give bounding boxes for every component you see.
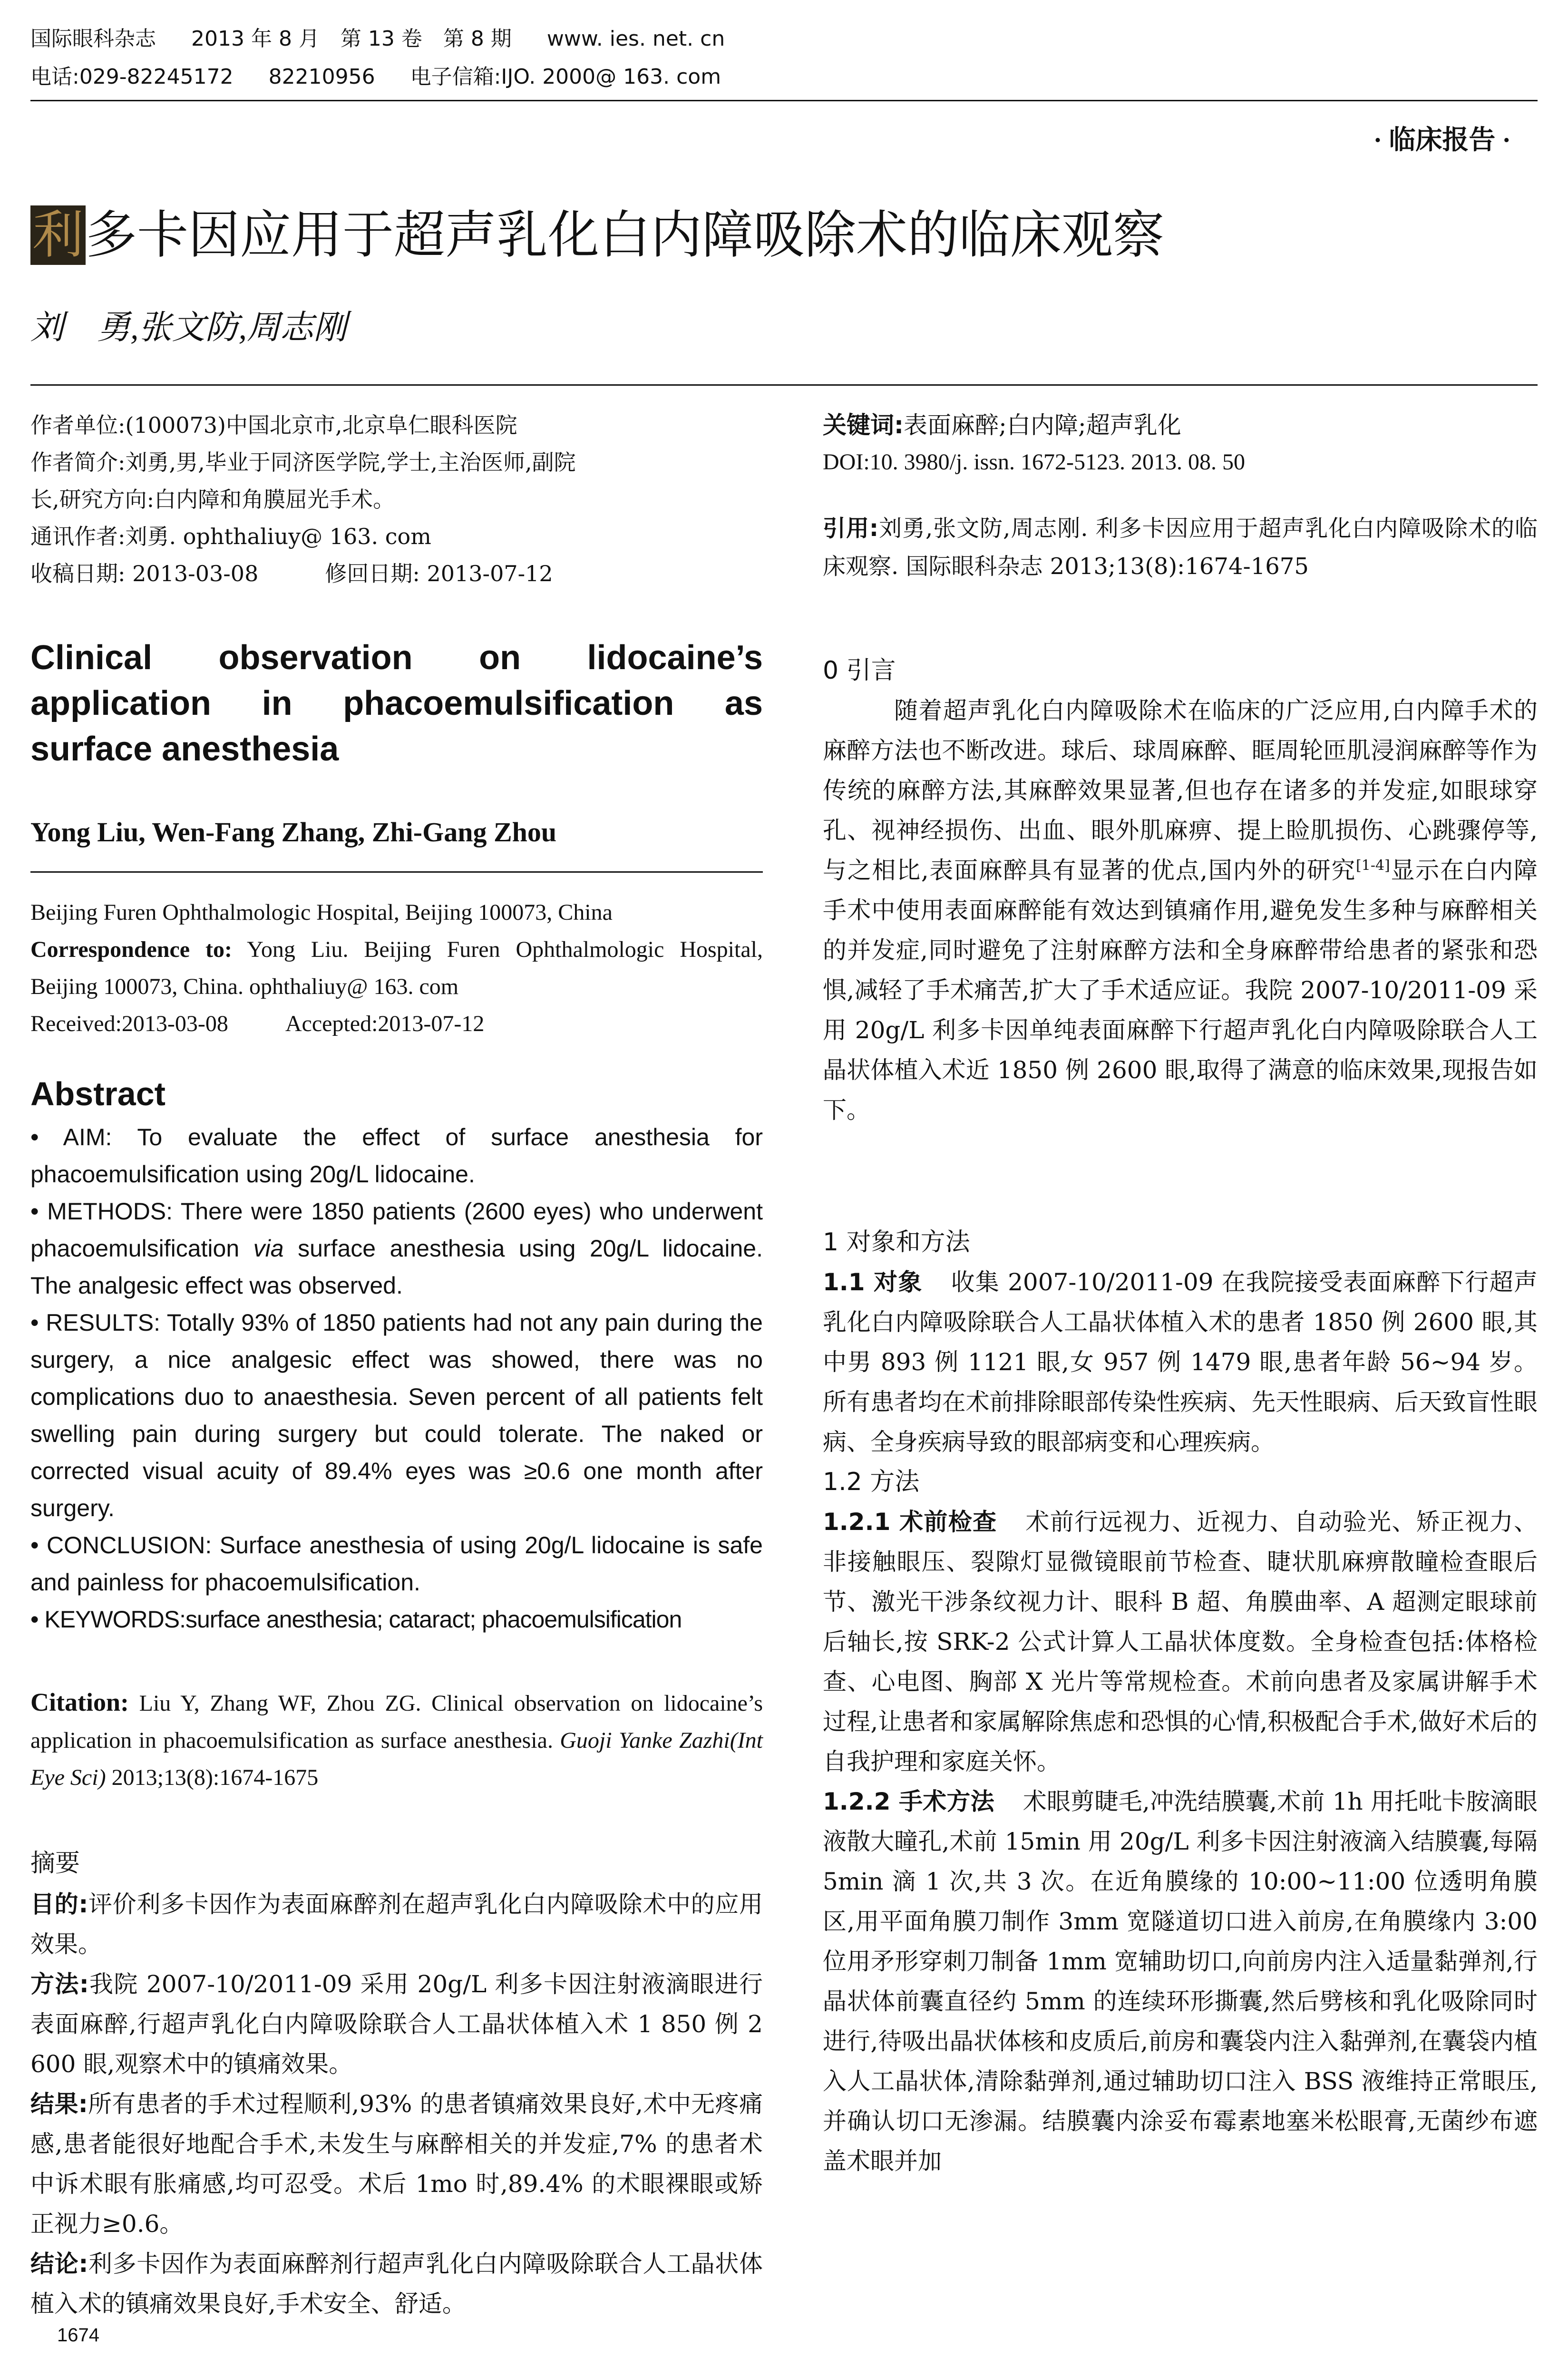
journal-website: www. ies. net. cn xyxy=(546,27,725,51)
citation-en xyxy=(30,1684,763,1796)
phone: 电话:029-82245172 xyxy=(30,65,234,89)
results-text: Totally 93% of 1850 patients had not any pain during the surgery, a nice analgesic effect was showed, there was no complications duo to anaesthesia. Seven percent of all patients felt swelling pain during surgery but could tolerate. The naked or corrected visual acuity of 89.4% eyes was ≥0.6 one month after surgery. xyxy=(30,1309,763,1521)
corr-text: Yong Liu. Beijing Furen Ophthalmologic Hospital, Beijing 100073, China. ophthaliuy@ 163. com xyxy=(30,937,763,999)
article-title xyxy=(30,200,1164,271)
dates-cn xyxy=(30,555,763,592)
intro-text-pre: 随着超声乳化白内障吸除术在临床的广泛应用,白内障手术的麻醉方法也不断改进。球后、球周麻醉、眶周轮匝肌浸润麻醉等作为传统的麻醉方法,其麻醉效果显著,但也存在诸多的并发症,如眼球穿孔、视神经损伤、出血、眼外肌麻痹、提上睑肌损伤、心跳骤停等,与之相比,表面麻醉具有显著的优点,国内外的研究 xyxy=(823,697,1538,884)
title-text: 多卡因应用于超声乳化白内障吸除术的临床观察 xyxy=(86,205,1165,265)
s122-text: 术眼剪睫毛,冲洗结膜囊,术前 1h 用托吡卡胺滴眼液散大瞳孔,术前 15min 用 20g/L 利多卡因注射液滴入结膜囊,每隔 5min 滴 1 次,共 3 次。在近角膜缘的 10:00~11:00 位透明角膜区,用平面角膜刀制作 3mm 宽隧道切口进入前房,在角膜缘内 3:00 位用矛形穿刺刀制备 1mm 宽辅助切口,向前房内注入适量黏弹剂,行晶状体前囊直径约 5mm 的连续环形撕囊,然后劈核和乳化吸除同时进行,待吸出晶状体核和皮质后,前房和囊袋内注入黏弹剂,在囊袋内植入人工晶状体,清除黏弹剂,通过辅助切口注入 BSS 液维持正常眼压,并确认切口无渗漏。结膜囊内涂妥布霉素地塞米松眼膏,无菌纱布遮盖术眼并加 xyxy=(823,1788,1538,2175)
running-header-line2 xyxy=(30,63,750,91)
en-title-line1: Clinical observation on lidocaine’s xyxy=(30,639,763,677)
abstract-cn-aim xyxy=(30,1884,763,1964)
aim-cn-text: 评价利多卡因作为表面麻醉剂在超声乳化白内障吸除术中的应用效果。 xyxy=(30,1890,763,1958)
s122-label: 1.2.2 手术方法 xyxy=(823,1788,994,1815)
title-drop-char: 利 xyxy=(30,205,86,265)
en-authors-rule xyxy=(30,871,763,873)
s121-label: 1.2.1 术前检查 xyxy=(823,1508,997,1536)
citation-en-journal: Guoji Yanke Zazhi(Int Eye Sci) xyxy=(30,1728,763,1790)
aim-label: AIM: xyxy=(63,1124,112,1150)
keywords-cn xyxy=(823,407,1538,444)
journal-name: 国际眼科杂志 xyxy=(30,27,156,51)
results-cn-label: 结果: xyxy=(30,2090,88,2118)
citation-en-label: Citation: xyxy=(30,1688,129,1716)
methods-cn-label: 方法: xyxy=(30,1970,89,1998)
s11-label: 1.1 对象 xyxy=(823,1268,923,1296)
abstract-keywords: • KEYWORDS:surface anesthesia; cataract; phacoemulsification xyxy=(30,1606,682,1633)
conclusion-cn-label: 结论: xyxy=(30,2250,88,2278)
issue-info: 2013 年 8 月 第 13 卷 第 8 期 xyxy=(191,27,512,51)
abstract-cn-body xyxy=(30,1884,763,2324)
conclusion-cn-text: 利多卡因作为表面麻醉剂行超声乳化白内障吸除联合人工晶状体植入术的镇痛效果良好,手术安全、舒适。 xyxy=(30,2250,763,2318)
author-bio-2: 长,研究方向:白内障和角膜屈光手术。 xyxy=(30,487,395,512)
corresponding-author: 通讯作者:刘勇. ophthaliuy@ 163. com xyxy=(30,524,431,549)
abstract-results: • RESULTS: Totally 93% of 1850 patients had not any pain during the surgery, a nice analgesic effect was showed, there was no complications duo to anaesthesia. Seven percent of all patients felt swelling pain during surgery but could tolerate. The naked or corrected visual acuity of 89.4% eyes was ≥0.6 one month after surgery. xyxy=(30,1309,763,1521)
methods-heading: 1 对象和方法 xyxy=(823,1228,970,1257)
intro-ref: [1-4] xyxy=(1356,857,1390,874)
authors-en: Yong Liu, Wen-Fang Zhang, Zhi-Gang Zhou xyxy=(30,817,557,848)
methods-cn-text: 我院 2007-10/2011-09 采用 20g/L 利多卡因注射液滴眼进行表面麻醉,行超声乳化白内障吸除联合人工晶状体植入术 1 850 例 2 600 眼,观察术中的镇痛效果。 xyxy=(30,1970,763,2078)
methods-text-pre: There were 1850 patients (2600 eyes) who underwent phacoemulsification xyxy=(30,1198,763,1262)
methods-via: via xyxy=(253,1235,284,1262)
aim-text: To evaluate the effect of surface anesthesia for phacoemulsification using 20g/L lidocaine. xyxy=(30,1124,763,1188)
subsection-1-2-1 xyxy=(823,1502,1538,1782)
methods-text-post: surface anesthesia using 20g/L lidocaine. The analgesic effect was observed. xyxy=(30,1235,763,1299)
author-bio-1: 作者简介:刘勇,男,毕业于同济医学院,学士,主治医师,副院 xyxy=(30,449,576,475)
en-title-line2: application in phacoemulsification as xyxy=(30,684,763,722)
aim-cn-label: 目的: xyxy=(30,1890,88,1918)
email: 电子信箱:IJO. 2000@ 163. com xyxy=(410,65,721,89)
subsection-1-1 xyxy=(823,1262,1538,1462)
subsection-1-2-2 xyxy=(823,1782,1538,2181)
abstract-conclusion: • CONCLUSION: Surface anesthesia of using 20g/L lidocaine is safe and painless for phacoemulsification. xyxy=(30,1532,763,1596)
right-meta xyxy=(823,407,1538,585)
citation-en-tail: 2013;13(8):1674-1675 xyxy=(106,1765,319,1790)
intro-section xyxy=(823,651,1538,1130)
phone2: 82210956 xyxy=(268,65,375,89)
revised-date-cn: 修回日期: 2013-07-12 xyxy=(325,561,553,586)
intro-heading: 0 引言 xyxy=(823,656,896,685)
abstract-cn-conclusion xyxy=(30,2244,763,2324)
en-title-line3: surface anesthesia xyxy=(30,730,339,768)
affiliation-en xyxy=(30,894,763,1042)
abstract-cn-results xyxy=(30,2084,763,2244)
abstract-methods: • METHODS: There were 1850 patients (2600 eyes) who underwent phacoemulsification via surface anesthesia using 20g/L lidocaine. The analgesic effect was observed. xyxy=(30,1198,763,1299)
methods-section xyxy=(823,1222,1538,2181)
english-title xyxy=(30,635,763,772)
methods-label: METHODS: xyxy=(47,1198,173,1225)
meta-cn-block xyxy=(30,407,763,592)
author-unit: 作者单位:(100073)中国北京市,北京阜仁眼科医院 xyxy=(30,412,517,438)
conclusion-label: CONCLUSION: xyxy=(47,1532,212,1559)
abstract-cn-heading: 摘要 xyxy=(30,1849,80,1878)
intro-paragraph xyxy=(823,691,1538,1130)
abstract-aim: • AIM: To evaluate the effect of surface anesthesia for phacoemulsification using 20g/L lidocaine. xyxy=(30,1124,763,1188)
affil-correspondence xyxy=(30,931,763,1005)
keywords-cn-text: 表面麻醉;白内障;超声乳化 xyxy=(904,411,1181,439)
affil-dates xyxy=(30,1005,763,1042)
accepted-en: Accepted:2013-07-12 xyxy=(285,1011,485,1036)
citation-cn xyxy=(823,509,1538,585)
keywords-label: KEYWORDS: xyxy=(44,1606,185,1633)
results-label: RESULTS: xyxy=(46,1309,160,1336)
citation-en-text: Liu Y, Zhang WF, Zhou ZG. Clinical observation on lidocaine’s application in phacoemulsification as surface anesthesia. xyxy=(30,1691,763,1753)
header-rule xyxy=(30,100,1538,101)
affil-address: Beijing Furen Ophthalmologic Hospital, Beijing 100073, China xyxy=(30,900,613,925)
authors-rule xyxy=(30,384,1538,386)
conclusion-text: Surface anesthesia of using 20g/L lidocaine is safe and painless for phacoemulsification. xyxy=(30,1532,763,1596)
corr-label: Correspondence to: xyxy=(30,937,232,962)
s11-text: 收集 2007-10/2011-09 在我院接受表面麻醉下行超声乳化白内障吸除联合人工晶状体植入术的患者 1850 例 2600 眼,其中男 893 例 1121 眼,女 957 例 1479 眼,患者年龄 56~94 岁。所有患者均在术前排除眼部传染性疾病、先天性眼病、后天致盲性眼病、全身疾病导致的眼部病变和心理疾病。 xyxy=(823,1268,1538,1456)
citation-cn-text: 刘勇,张文防,周志刚. 利多卡因应用于超声乳化白内障吸除术的临床观察. 国际眼科杂志 2013;13(8):1674-1675 xyxy=(823,515,1538,580)
results-cn-text: 所有患者的手术过程顺利,93% 的患者镇痛效果良好,术中无疼痛感,患者能很好地配合手术,未发生与麻醉相关的并发症,7% 的患者术中诉术眼有胀痛感,均可忍受。术后 1mo 时,89.4% 的术眼裸眼或矫正视力≥0.6。 xyxy=(30,2090,763,2238)
intro-text-post: 显示在白内障手术中使用表面麻醉能有效达到镇痛作用,避免发生多种与麻醉相关的并发症,同时避免了注射麻醉方法和全身麻醉带给患者的紧张和恐惧,减轻了手术痛苦,扩大了手术适应证。我院 2007-10/2011-09 采用 20g/L 利多卡因单纯表面麻醉下行超声乳化白内障吸除联合人工晶状体植入术近 1850 例 2600 眼,取得了满意的临床效果,现报告如下。 xyxy=(823,857,1538,1124)
abstract-heading: Abstract xyxy=(30,1075,166,1112)
citation-cn-label: 引用: xyxy=(823,515,879,542)
received-date-cn: 收稿日期: 2013-03-08 xyxy=(30,561,259,586)
section-tag: · 临床报告 · xyxy=(1373,126,1511,155)
doi: DOI:10. 3980/j. issn. 1672-5123. 2013. 08. 50 xyxy=(823,449,1245,475)
received-en: Received:2013-03-08 xyxy=(30,1011,228,1036)
keywords-text: surface anesthesia; cataract; phacoemulsification xyxy=(185,1606,682,1633)
s12-heading: 1.2 方法 xyxy=(823,1468,920,1496)
abstract-en-body xyxy=(30,1119,763,1638)
abstract-cn-methods xyxy=(30,1964,763,2084)
authors-cn: 刘 勇,张文防,周志刚 xyxy=(30,310,347,346)
s121-text: 术前行远视力、近视力、自动验光、矫正视力、非接触眼压、裂隙灯显微镜眼前节检查、睫状肌麻痹散瞳检查眼后节、激光干涉条纹视力计、眼科 B 超、角膜曲率、A 超测定眼球前后轴长,按 SRK-2 公式计算人工晶状体度数。全身检查包括:体格检查、心电图、胸部 X 光片等常规检查。术前向患者及家属讲解手术过程,让患者和家属解除焦虑和恐惧的心情,积极配合手术,做好术后的自我护理和家庭关怀。 xyxy=(823,1508,1538,1775)
page-number: 1674 xyxy=(57,2325,99,2346)
keywords-cn-label: 关键词: xyxy=(823,411,904,439)
running-header-line1 xyxy=(30,25,753,53)
